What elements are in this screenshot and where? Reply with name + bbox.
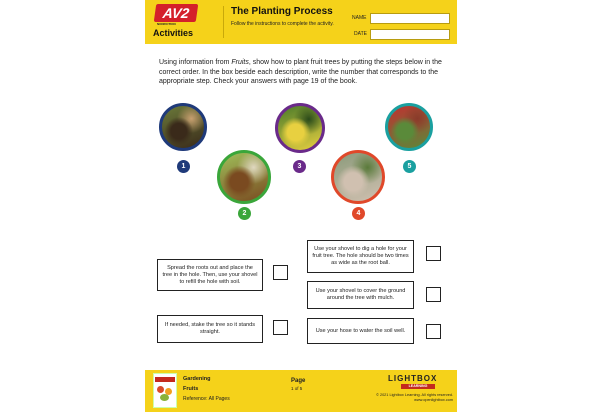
- series-name: Gardening: [183, 376, 211, 382]
- date-label: DATE: [354, 31, 367, 37]
- header-divider: [223, 6, 224, 38]
- copyright-text: © 2021 Lightbox Learning. All rights reserved.: [376, 393, 453, 397]
- desc-box-mulch: Use your shovel to cover the ground around the tree with mulch.: [307, 281, 414, 309]
- website-link[interactable]: www.openlightbox.com: [414, 398, 453, 402]
- name-field[interactable]: [370, 13, 450, 24]
- desc-box-water: Use your hose to water the soil well.: [307, 318, 414, 344]
- answer-box-stake[interactable]: [273, 320, 288, 335]
- page-number: 1 of 5: [291, 386, 303, 391]
- av2-logo: [151, 4, 201, 40]
- copyright: [353, 393, 453, 403]
- header-bar: [145, 0, 457, 44]
- page-title: The Planting Process: [231, 6, 333, 17]
- step-5-number-badge: 5: [403, 160, 416, 173]
- book-reference: Fruits: [231, 59, 249, 66]
- fruit-graphic: [160, 394, 169, 401]
- step-4-number-badge: 4: [352, 207, 365, 220]
- desc-box-roots: Spread the roots out and place the tree in the hole. Then, use your shovel to refill the hole with soil.: [157, 259, 263, 291]
- lightbox-learning-tag: LEARNING: [401, 384, 435, 389]
- page-subtitle: Follow the instructions to complete the activity.: [231, 21, 334, 27]
- instructions-before: Using information from: [159, 59, 232, 66]
- answer-box-dig[interactable]: [426, 246, 441, 261]
- reference-text: Reference: All Pages: [183, 396, 230, 402]
- worksheet-page: [145, 0, 457, 412]
- step-2-number-badge: 2: [238, 207, 251, 220]
- step-1-photo: [159, 103, 207, 151]
- book-cover-title: [155, 377, 175, 382]
- answer-box-roots[interactable]: [273, 265, 288, 280]
- fruit-graphic: [157, 386, 164, 393]
- step-4-photo: [331, 150, 385, 204]
- instructions-after: , show how to plant fruit trees by putting the steps below in the correct order. In the box beside each description, write the number that corresponds to the appropriate step. Check your answers with page 19 of the book.: [159, 59, 442, 85]
- step-3-number-badge: 3: [293, 160, 306, 173]
- step-5-photo: [385, 103, 433, 151]
- desc-box-dig: Use your shovel to dig a hole for your fruit tree. The hole should be two times as wide as the root ball.: [307, 240, 414, 273]
- step-3-photo: [275, 103, 325, 153]
- step-2-photo: [217, 150, 271, 204]
- instructions: [159, 58, 449, 87]
- desc-box-stake: If needed, stake the tree so it stands straight.: [157, 315, 263, 343]
- logo-main: AV2: [154, 4, 199, 22]
- date-field[interactable]: [370, 29, 450, 40]
- book-cover-image: [153, 373, 177, 408]
- step-1-number-badge: 1: [177, 160, 190, 173]
- name-label: NAME: [352, 15, 367, 21]
- logo-label: Activities: [153, 28, 194, 38]
- book-name: Fruits: [183, 386, 199, 392]
- answer-box-mulch[interactable]: [426, 287, 441, 302]
- logo-sub: NONFICTION: [157, 22, 176, 26]
- footer-bar: [145, 370, 457, 412]
- page-label: Page: [291, 378, 306, 384]
- answer-box-water[interactable]: [426, 324, 441, 339]
- lightbox-logo: LIGHTBOX: [388, 374, 438, 383]
